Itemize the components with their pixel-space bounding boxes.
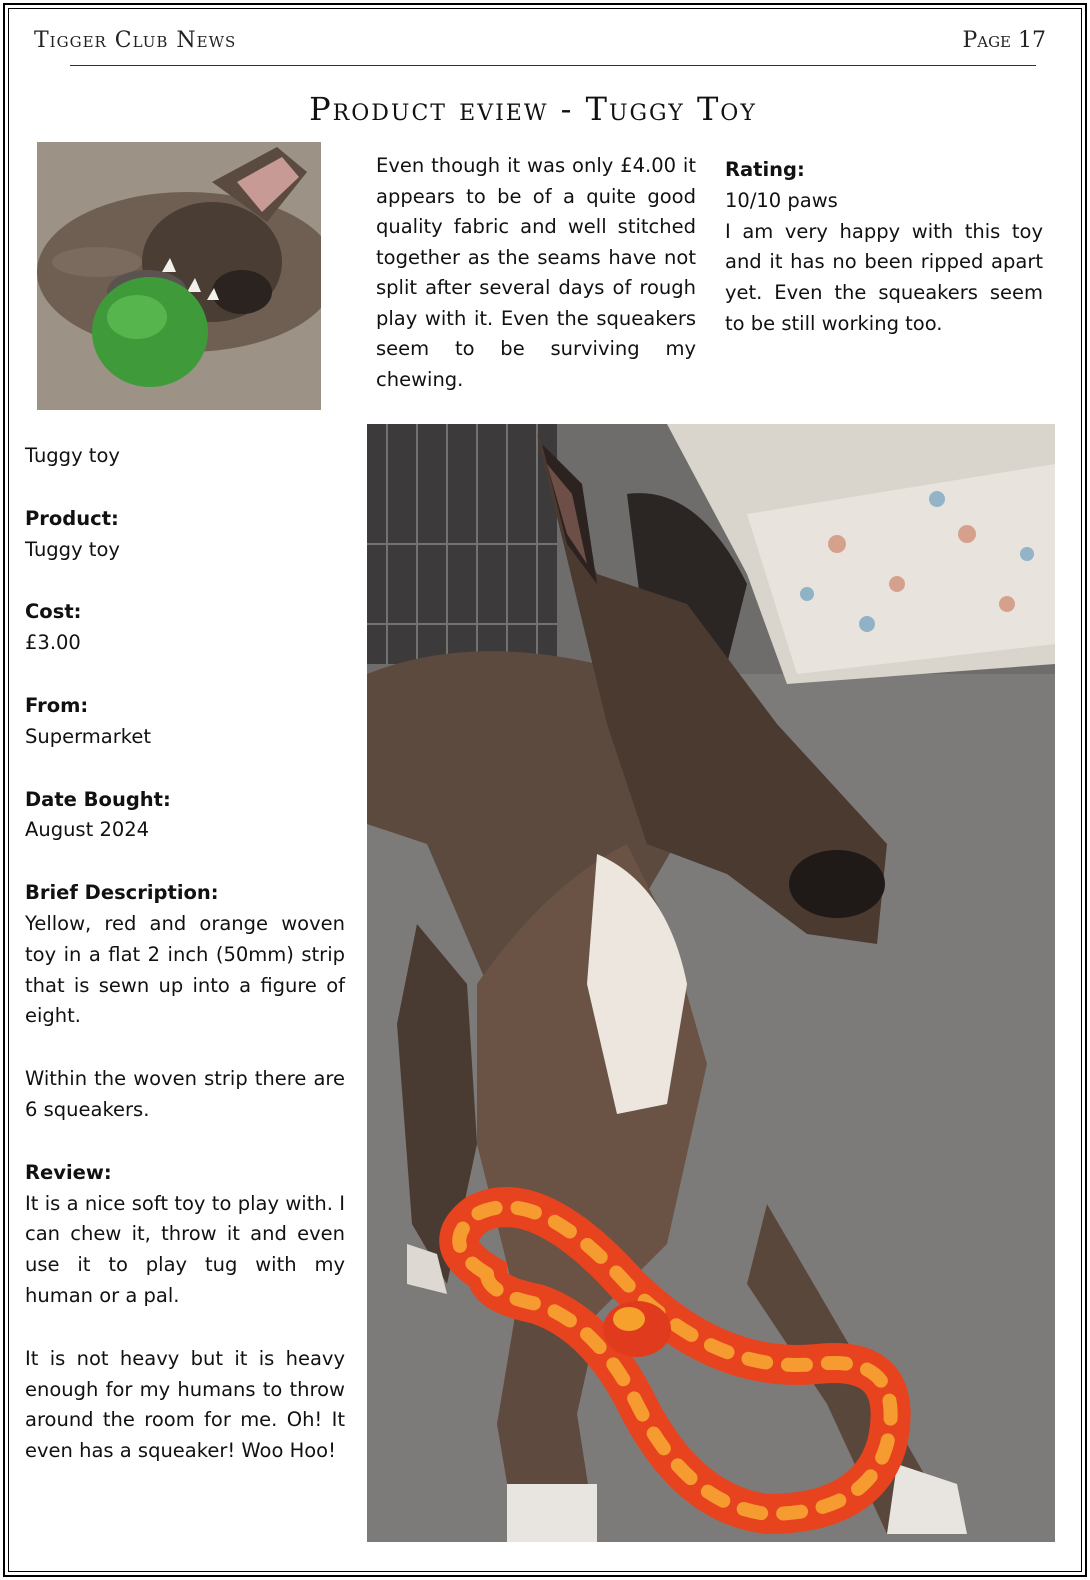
product-caption: Tuggy toy: [25, 444, 120, 467]
header-divider: [70, 65, 1036, 66]
newsletter-name: Tigger Club News: [34, 28, 237, 53]
dog-with-ball-photo: [37, 142, 321, 410]
cost-label: Cost:: [25, 600, 82, 624]
article-title: Product eview - Tuggy Toy: [309, 90, 757, 128]
brief-description-paragraph-2: Within the woven strip there are 6 squeakers.: [25, 1067, 345, 1121]
date-bought-value: August 2024: [25, 818, 150, 842]
brief-description-paragraph-1: Yellow, red and orange woven toy in a flat 2 inch (50mm) strip that is sewn up into a figure of eight.: [25, 911, 345, 1028]
brief-description-label: Brief Description:: [25, 881, 219, 905]
cost-value: £3.00: [25, 631, 81, 655]
product-value: Tuggy toy: [25, 537, 120, 561]
intro-paragraph: Even though it was only £4.00 it appears to be of a quite good quality fabric and well stitched together as the seams have not split after several days of rough play with it. Even the squeakers seem to be surviving my chewing.: [376, 154, 696, 391]
page-number: Page 17: [962, 28, 1046, 53]
rating-label: Rating:: [725, 158, 805, 181]
rating-column: [725, 155, 1043, 340]
review-paragraph-1: It is a nice soft toy to play with. I can chew it, throw it and even use it to play tug with my human or a pal.: [25, 1191, 345, 1307]
rating-comment: I am very happy with this toy and it has no been ripped apart yet. Even the squeakers seem to be still working too.: [725, 219, 1043, 335]
from-value: Supermarket: [25, 724, 151, 748]
review-paragraph-2: It is not heavy but it is heavy enough for my humans to throw around the room for me. Oh! It even has a squeaker! Woo Hoo!: [25, 1346, 345, 1463]
date-bought-label: Date Bought:: [25, 787, 171, 811]
from-label: From:: [25, 693, 89, 717]
product-details-column: [25, 441, 345, 1467]
intro-column: [376, 151, 696, 395]
dog-with-tuggy-toy-photo: [367, 424, 1055, 1542]
review-label: Review:: [25, 1160, 112, 1184]
product-label: Product:: [25, 506, 119, 530]
rating-value: 10/10 paws: [725, 188, 838, 212]
